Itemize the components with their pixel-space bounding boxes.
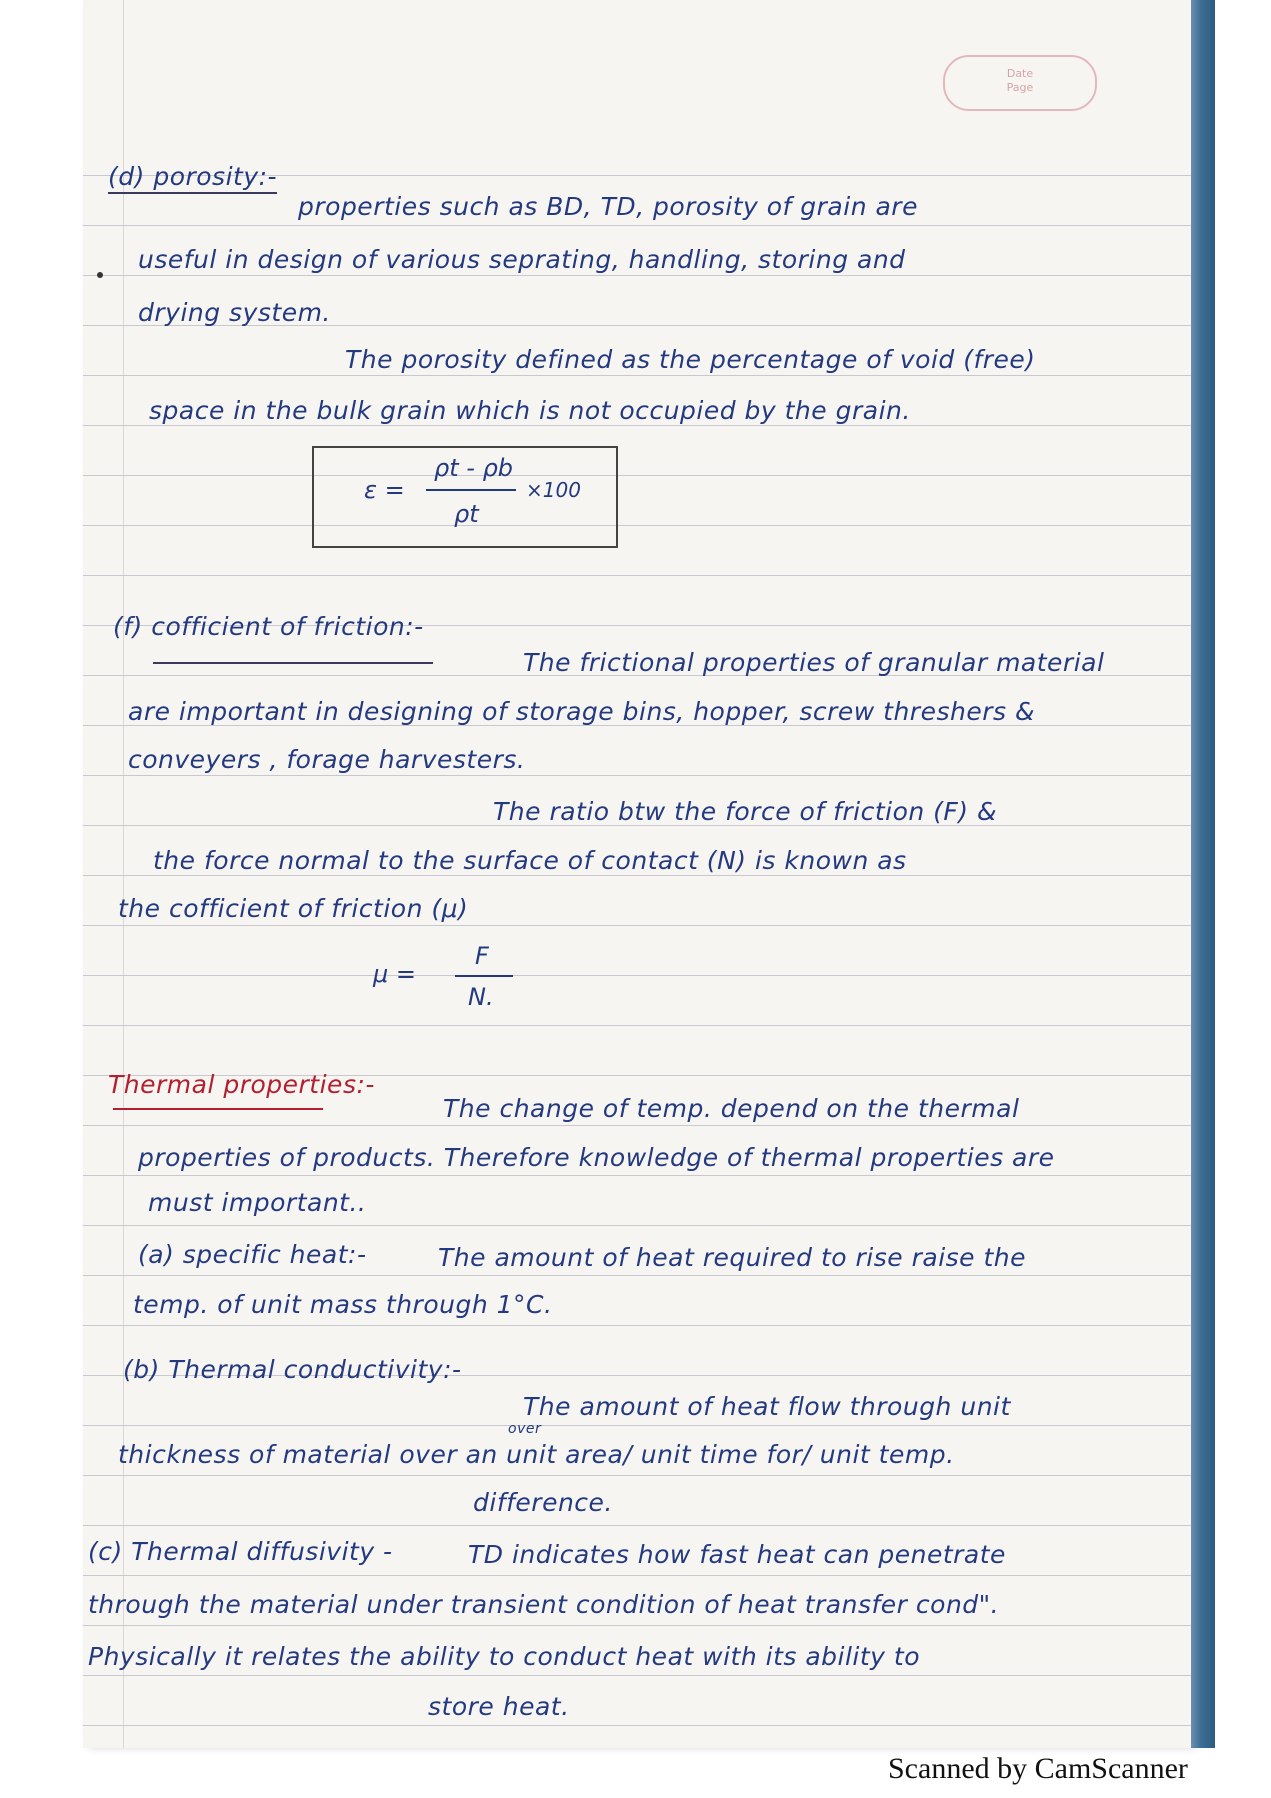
- friction-line-5: the force normal to the surface of contact (N) is known as: [153, 846, 907, 875]
- notebook-page: [83, 0, 1191, 1748]
- porosity-formula-box: [312, 446, 618, 548]
- ruled-line: [83, 975, 1191, 976]
- porosity-line-2: useful in design of various seprating, handling, storing and: [138, 245, 906, 274]
- ruled-line: [83, 525, 1191, 526]
- ruled-line: [83, 1275, 1191, 1276]
- specific-heat-heading: (a) specific heat:-: [138, 1240, 367, 1269]
- friction-line-1: The frictional properties of granular material: [523, 648, 1105, 677]
- friction-line-4: The ratio btw the force of friction (F) &: [493, 797, 997, 826]
- stamp-page-label: Page: [1006, 81, 1034, 94]
- bullet-dot: [97, 272, 103, 278]
- ruled-line: [83, 925, 1191, 926]
- porosity-line-1: properties such as BD, TD, porosity of grain are: [298, 192, 918, 221]
- specific-heat-line-1: The amount of heat required to rise raise the: [438, 1243, 1027, 1272]
- friction-line-6: the cofficient of friction (μ): [118, 894, 469, 923]
- ruled-line: [83, 1025, 1191, 1026]
- conductivity-line-2: thickness of material over an unit area/ unit time for/ unit temp.: [118, 1440, 955, 1469]
- ruled-line: [83, 1725, 1191, 1726]
- porosity-heading: (d) porosity:-: [108, 162, 277, 194]
- conductivity-line-3: difference.: [473, 1488, 613, 1517]
- friction-line-3: conveyers , forage harvesters.: [128, 745, 526, 774]
- ruled-line: [83, 875, 1191, 876]
- porosity-line-5: space in the bulk grain which is not occupied by the grain.: [149, 396, 911, 425]
- ruled-line: [83, 1475, 1191, 1476]
- notebook-edge: [1191, 0, 1215, 1748]
- ruled-line: [83, 1575, 1191, 1576]
- thermal-heading: Thermal properties:-: [108, 1070, 375, 1099]
- porosity-fraction-bar: [426, 489, 516, 491]
- diffusivity-line-1: TD indicates how fast heat can penetrate: [468, 1540, 1006, 1569]
- ruled-line: [83, 1625, 1191, 1626]
- margin-line: [123, 0, 124, 1748]
- friction-heading-underline: [153, 662, 433, 664]
- scanner-footer: Scanned by CamScanner: [888, 1752, 1188, 1785]
- diffusivity-heading: (c) Thermal diffusivity -: [88, 1537, 393, 1566]
- ruled-line: [83, 1425, 1191, 1426]
- thermal-line-2: properties of products. Therefore knowledge of thermal properties are: [138, 1143, 1055, 1172]
- conductivity-heading: (b) Thermal conductivity:-: [123, 1355, 462, 1384]
- ruled-line: [83, 225, 1191, 226]
- friction-line-2: are important in designing of storage bins, hopper, screw threshers &: [128, 697, 1035, 726]
- porosity-formula-denominator: ρt: [454, 500, 479, 528]
- date-page-stamp: [943, 55, 1097, 111]
- conductivity-line-1: The amount of heat flow through unit: [523, 1392, 1011, 1421]
- friction-formula-denominator: N.: [468, 983, 494, 1011]
- ruled-line: [83, 425, 1191, 426]
- stamp-date-label: Date: [1006, 67, 1034, 80]
- friction-heading: (f) cofficient of friction:-: [113, 612, 424, 641]
- friction-formula-lhs: μ =: [373, 960, 417, 988]
- ruled-line: [83, 1525, 1191, 1526]
- friction-formula-numerator: F: [475, 942, 489, 970]
- ruled-line: [83, 475, 1191, 476]
- ruled-line: [83, 1175, 1191, 1176]
- diffusivity-line-4: store heat.: [428, 1692, 570, 1721]
- porosity-formula-lhs: ε =: [364, 476, 405, 504]
- diffusivity-line-3: Physically it relates the ability to conduct heat with its ability to: [88, 1642, 921, 1671]
- diffusivity-line-2: through the material under transient condition of heat transfer cond".: [88, 1590, 1000, 1619]
- porosity-formula-multiplier: ×100: [526, 478, 581, 502]
- porosity-line-4: The porosity defined as the percentage of void (free): [345, 345, 1036, 374]
- ruled-line: [83, 775, 1191, 776]
- specific-heat-line-2: temp. of unit mass through 1°C.: [133, 1290, 553, 1319]
- ruled-line: [83, 1325, 1191, 1326]
- ruled-line: [83, 1225, 1191, 1226]
- ruled-line: [83, 375, 1191, 376]
- porosity-line-3: drying system.: [138, 298, 331, 327]
- thermal-line-3: must important..: [148, 1188, 367, 1217]
- friction-fraction-bar: [455, 975, 513, 977]
- ruled-line: [83, 275, 1191, 276]
- conductivity-over-insert: over: [508, 1421, 542, 1437]
- porosity-formula-numerator: ρt - ρb: [434, 454, 514, 482]
- thermal-line-1: The change of temp. depend on the thermal: [443, 1094, 1020, 1123]
- thermal-heading-underline: [113, 1108, 323, 1110]
- ruled-line: [83, 1125, 1191, 1126]
- ruled-line: [83, 575, 1191, 576]
- ruled-line: [83, 1675, 1191, 1676]
